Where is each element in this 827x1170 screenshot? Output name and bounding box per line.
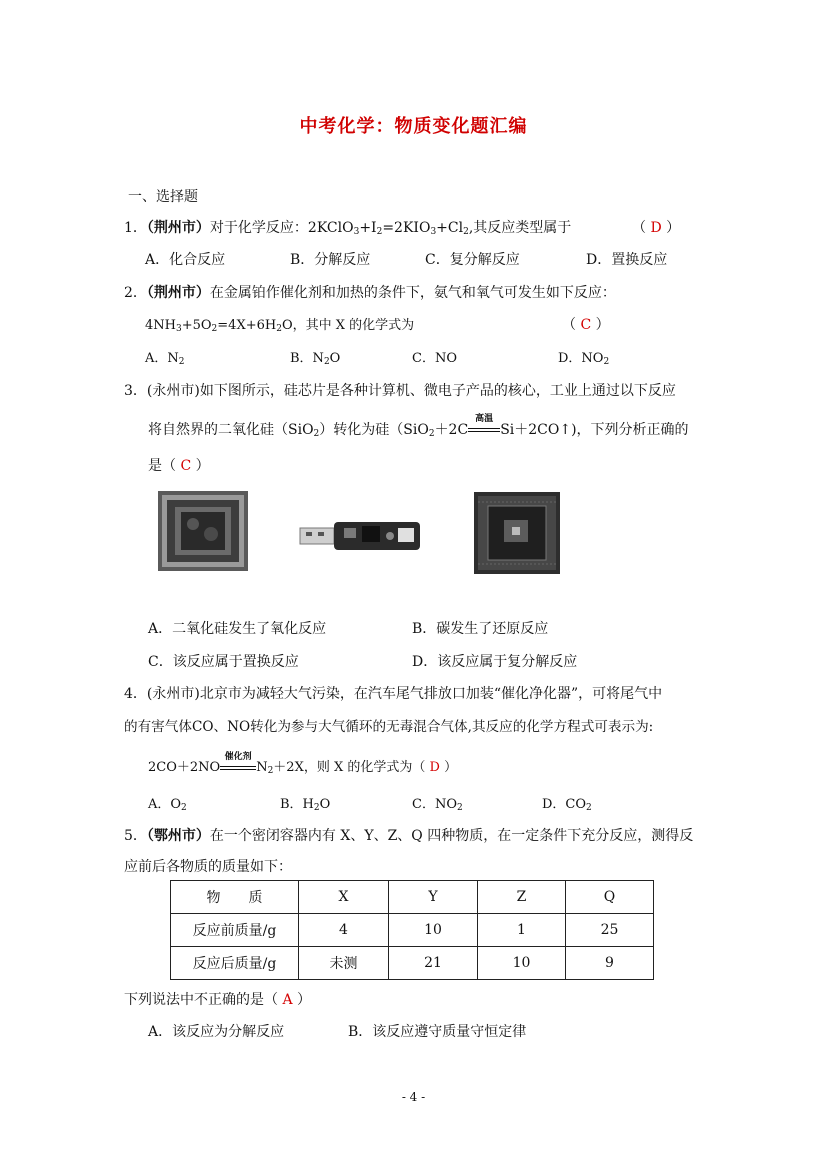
table-cell: 1 [478, 914, 566, 947]
q4-option-b: B．$H_2O$ [280, 797, 331, 813]
section-heading: 一、选择题 [128, 189, 198, 205]
page-title: 中考化学：物质变化题汇编 [299, 116, 528, 137]
table-header-cell: 物 质 [171, 881, 299, 914]
question-2: 2．（荆州市）在金属铂作催化剂和加热的条件下，氨气和氧气可发生如下反应： [124, 285, 616, 301]
q2-option-c: C．NO [412, 351, 457, 366]
q4-option-c: C．$NO_2$ [412, 797, 463, 813]
question-5-prompt: 下列说法中不正确的是（ A ） [124, 992, 312, 1008]
question-3-line-1: 3．(永州市)如下图所示，硅芯片是各种计算机、微电子产品的核心，工业上通过以下反应 [124, 383, 676, 399]
q2-option-b: B．$N_2O$ [290, 351, 341, 367]
q1-option-c: C．复分解反应 [425, 252, 520, 268]
q1-option-d: D．置换反应 [586, 252, 668, 268]
q1-option-a: A．化合反应 [145, 252, 226, 268]
table-cell: 4 [299, 914, 389, 947]
table-cell: 25 [566, 914, 654, 947]
question-2-equation: $4NH_3+5O_2=4X+6H_2O$，其中 X 的化学式为 [145, 318, 415, 334]
answer-mark: A [282, 992, 293, 1008]
reaction-arrow: 催化剂 [220, 760, 256, 775]
table-cell: 反应后质量/g [171, 947, 299, 980]
q3-option-d: D．该反应属于复分解反应 [412, 654, 578, 670]
table-cell: 9 [566, 947, 654, 980]
q4-option-d: D．$CO_2$ [542, 797, 592, 813]
answer-mark: C [180, 458, 192, 474]
q4-option-a: A．$O_2$ [148, 797, 187, 813]
reaction-arrow: 高温 [468, 422, 500, 438]
question-4-equation: 2CO＋2NO 催化剂 $N_2+2X$，则 X 的化学式为（ D ） [148, 752, 458, 776]
question-1-answer: （ D ） [632, 220, 681, 236]
table-header-row [171, 881, 654, 914]
table-cell: 10 [389, 914, 478, 947]
q2-option-a: A．$N_2$ [145, 351, 185, 367]
usb-drive-image [298, 518, 424, 554]
question-5-line-1: 5．（鄂州市）在一个密闭容器内有 X、Y、Z、Q 四种物质，在一定条件下充分反应，测得反 [124, 828, 694, 844]
table-cell: 反应前质量/g [171, 914, 299, 947]
answer-mark: C [580, 317, 592, 333]
q3-option-c: C．该反应属于置换反应 [148, 654, 299, 670]
table-header-cell: X [299, 881, 389, 914]
cpu-chip-image [157, 490, 249, 572]
q5-option-b: B．该反应遵守质量守恒定律 [348, 1024, 527, 1040]
table-cell: 21 [389, 947, 478, 980]
answer-mark: D [429, 760, 440, 775]
question-4-line-1: 4．(永州市)北京市为减轻大气污染，在汽车尾气排放口加装“催化净化器”，可将尾气中 [124, 686, 663, 702]
table-header-cell: Q [566, 881, 654, 914]
circuit-chip-image [474, 492, 560, 574]
question-2-answer: （ C ） [562, 317, 610, 333]
q3-option-a: A．二氧化硅发生了氧化反应 [148, 621, 327, 637]
q3-option-b: B．碳发生了还原反应 [412, 621, 549, 637]
q5-option-a: A．该反应为分解反应 [148, 1024, 285, 1040]
q2-option-d: D．$NO_2$ [558, 351, 610, 367]
question-5-line-2: 应前后各物质的质量如下： [124, 859, 292, 875]
table-row [171, 947, 654, 980]
table-header-cell: Y [389, 881, 478, 914]
answer-mark: D [650, 220, 662, 236]
table-row [171, 914, 654, 947]
question-4-line-2: 的有害气体CO、NO转化为参与大气循环的无毒混合气体,其反应的化学方程式可表示为: [124, 719, 654, 735]
table-header-cell: Z [478, 881, 566, 914]
mass-table [170, 880, 654, 980]
question-3-line-2: 将自然界的二氧化硅（SiO$_2$）转化为硅（SiO$_2$＋2C 高温 Si＋2CO↑)，下列分析正确的 [148, 414, 689, 439]
page-number: - 4 - [401, 1090, 426, 1104]
table-cell: 10 [478, 947, 566, 980]
q1-option-b: B．分解反应 [290, 252, 371, 268]
question-1: 1．（荆州市）对于化学反应：$2KClO_3+I_2=2KIO_3+Cl_2$,其反应类型属于 [124, 220, 572, 237]
question-3-line-3: 是（ C ） [148, 458, 210, 474]
table-cell: 未测 [299, 947, 389, 980]
